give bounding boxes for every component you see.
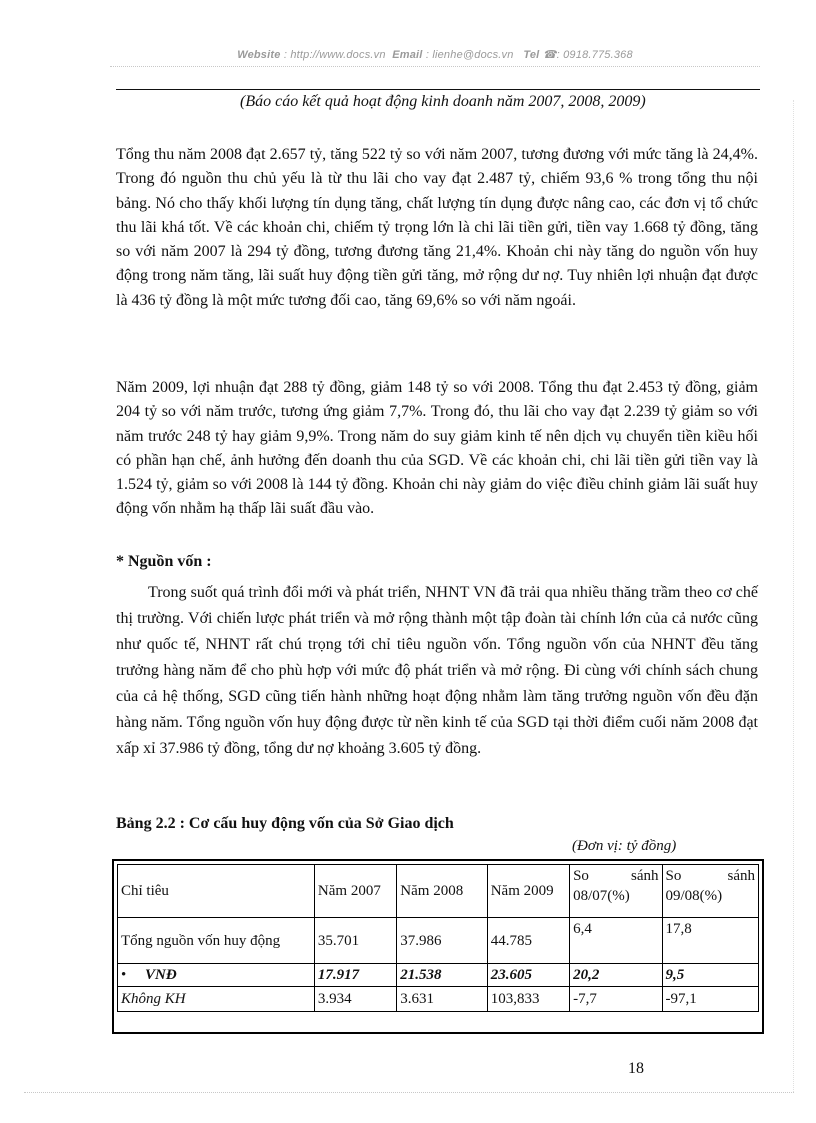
cell-compare-08-07: -7,7	[570, 987, 662, 1012]
source-note: (Báo cáo kết quả hoạt động kinh doanh năm 2007, 2008, 2009)	[240, 93, 646, 110]
capital-table-frame	[112, 859, 764, 1034]
header-cell-compare-09-08	[662, 865, 759, 918]
footer-divider	[24, 1092, 794, 1093]
header-cell-2008: Năm 2008	[397, 865, 487, 918]
cell-2007: 3.934	[314, 987, 396, 1012]
cell-2007: 35.701	[314, 918, 396, 964]
document-header	[110, 48, 760, 61]
cell-2009: 23.605	[487, 964, 569, 987]
table-row-total	[118, 918, 759, 964]
compare-label-sanh: sánh	[727, 868, 755, 884]
header-cell-2007: Năm 2007	[314, 865, 396, 918]
compare-label-period: 08/07(%)	[573, 888, 630, 904]
paragraph-capital: Trong suốt quá trình đổi mới và phát triển, NHNT VN đã trải qua nhiều thăng trầm theo cơ chế thị trường. Với chiến lược phát triển và mở rộng thành một tập đoàn tài chính lớn của cả nước cũng như quốc tế, NHNT rất chú trọng tới chỉ tiêu nguồn vốn. Tổng nguồn vốn của NHNT đều tăng trưởng hàng năm để cho phù hợp với mức độ phát triển và mở rộng. Đi cùng với chính sách chung của cả hệ thống, SGD cũng tiến hành những hoạt động nhằm làm tăng trưởng nguồn vốn đều đặn hàng năm. Tổng nguồn vốn huy động được từ nền kinh tế của SGD tại thời điểm cuối năm 2008 đạt xấp xỉ 37.986 tỷ đồng, tổng dư nợ khoảng 3.605 tỷ đồng.	[116, 584, 758, 757]
cell-2009: 44.785	[487, 918, 569, 964]
paragraph-2009-results: Năm 2009, lợi nhuận đạt 288 tỷ đồng, giảm 148 tỷ so với 2008. Tổng thu đạt 2.453 tỷ đồng, giảm 204 tỷ so với năm trước, tương ứng giảm 7,7%. Trong đó, thu lãi cho vay đạt 2.239 tỷ giảm so với năm trước 248 tỷ hay giảm 9,9%. Trong năm do suy giảm kinh tế nên dịch vụ chuyển tiền kiều hối có phần hạn chế, ảnh hưởng đến doanh thu của SGD. Về các khoản chi, chi lãi tiền gửi tiền vay là 1.524 tỷ, giảm so với 2008 là 144 tỷ đồng. Khoản chi này giảm do việc điều chỉnh giảm lãi suất huy động vốn nhằm hạ thấp lãi suất đầu vào.	[116, 379, 758, 518]
row-label: • VNĐ	[118, 964, 315, 987]
cell-compare-09-08: 9,5	[662, 964, 759, 987]
cell-2009: 103,833	[487, 987, 569, 1012]
email-label: Email	[392, 49, 423, 61]
capital-table	[117, 864, 759, 1012]
compare-label-sanh: sánh	[631, 868, 659, 884]
tel-value: ☎: 0918.775.368	[542, 49, 633, 61]
section-rule	[116, 89, 760, 90]
compare-label-so: So	[665, 868, 682, 884]
tel-label: Tel	[523, 49, 540, 61]
header-divider	[110, 66, 760, 67]
website-label: Website	[237, 49, 281, 61]
header-cell-compare-08-07	[570, 865, 662, 918]
compare-label-so: So	[573, 868, 589, 884]
header-cell-indicator: Chỉ tiêu	[118, 865, 315, 918]
cell-2008: 3.631	[397, 987, 487, 1012]
cell-2008: 37.986	[397, 918, 487, 964]
cell-2008: 21.538	[397, 964, 487, 987]
section-heading-capital: * Nguồn vốn :	[116, 553, 212, 570]
email-value[interactable]: : lienhe@docs.vn	[425, 49, 514, 61]
bullet-icon: •	[121, 967, 146, 983]
table-row-khong-kh	[118, 987, 759, 1012]
cell-compare-09-08: 17,8	[662, 918, 759, 964]
cell-compare-09-08: -97,1	[662, 987, 759, 1012]
header-cell-2009: Năm 2009	[487, 865, 569, 918]
table-header-row	[118, 865, 759, 918]
table-title: Bảng 2.2 : Cơ cấu huy động vốn của Sở Giao dịch	[116, 815, 454, 832]
cell-compare-08-07: 6,4	[570, 918, 662, 964]
right-margin-guide	[793, 100, 794, 1092]
website-value[interactable]: : http://www.docs.vn	[283, 49, 386, 61]
page-number: 18	[628, 1060, 644, 1077]
paragraph-2008-results: Tổng thu năm 2008 đạt 2.657 tỷ, tăng 522 tỷ so với năm 2007, tương đương với mức tăng là 24,4%. Trong đó nguồn thu chủ yếu là từ thu lãi cho vay đạt 2.487 tỷ, chiếm 93,6 % trong tổng thu nội bảng. Nó cho thấy khối lượng tín dụng tăng, chất lượng tín dụng được nâng cao, các đơn vị tổ chức thu lãi khá tốt. Về các khoản chi, chiếm tỷ trọng lớn là chi lãi tiền gửi, tiền vay 1.668 tỷ đồng, tăng so với năm 2007 là 294 tỷ đồng, tương đương tăng 21,4%. Khoản chi này tăng do nguồn vốn huy động trong năm tăng, lãi suất huy động tiền gửi tăng, mở rộng dư nợ. Tuy nhiên lợi nhuận đạt được là 436 tỷ đồng là một mức tương đối cao, tăng 69,6% so với năm ngoái.	[116, 146, 758, 309]
row-label: Tổng nguồn vốn huy động	[118, 918, 315, 964]
compare-label-period: 09/08(%)	[665, 888, 723, 904]
table-unit: (Đơn vị: tỷ đồng)	[572, 838, 677, 854]
cell-2007: 17.917	[314, 964, 396, 987]
row-label: Không KH	[118, 987, 315, 1012]
table-row-vnd	[118, 964, 759, 987]
cell-compare-08-07: 20,2	[570, 964, 662, 987]
